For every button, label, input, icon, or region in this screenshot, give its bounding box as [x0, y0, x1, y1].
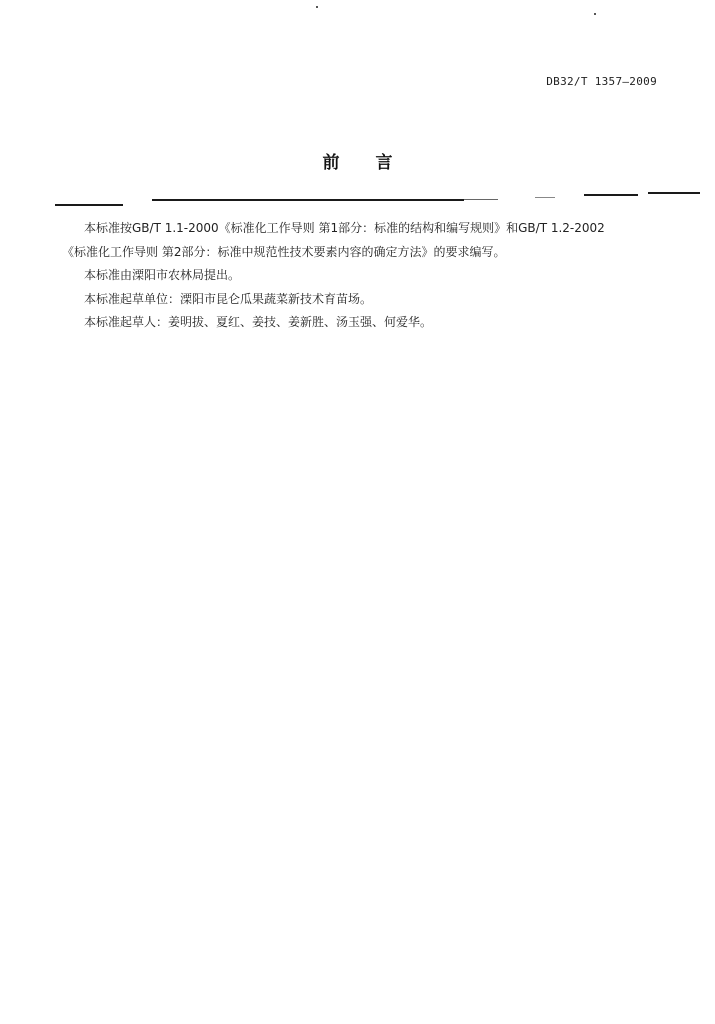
scan-speck [594, 13, 596, 15]
foreword-body [62, 217, 662, 335]
scan-speck [316, 6, 318, 8]
paragraph-proposer: 本标准由溧阳市农林局提出。 [84, 268, 241, 282]
paragraph-drafting-basis: 本标准按GB/T 1.1-2000《标准化工作导则 第1部分：标准的结构和编写规则》和GB/T 1.2-2002 [84, 221, 605, 235]
paragraph-drafters: 本标准起草人：姜明拔、夏红、姜技、姜新胜、汤玉强、何爱华。 [84, 315, 433, 329]
paragraph-drafting-basis-continued: 《标准化工作导则 第2部分：标准中规范性技术要素内容的确定方法》的要求编写。 [62, 244, 506, 259]
paragraph-drafting-unit: 本标准起草单位：溧阳市昆仑瓜果蔬菜新技术育苗场。 [84, 291, 373, 306]
page-title: 前言 [322, 153, 429, 173]
standard-code: DB32/T 1357—2009 [546, 75, 657, 88]
